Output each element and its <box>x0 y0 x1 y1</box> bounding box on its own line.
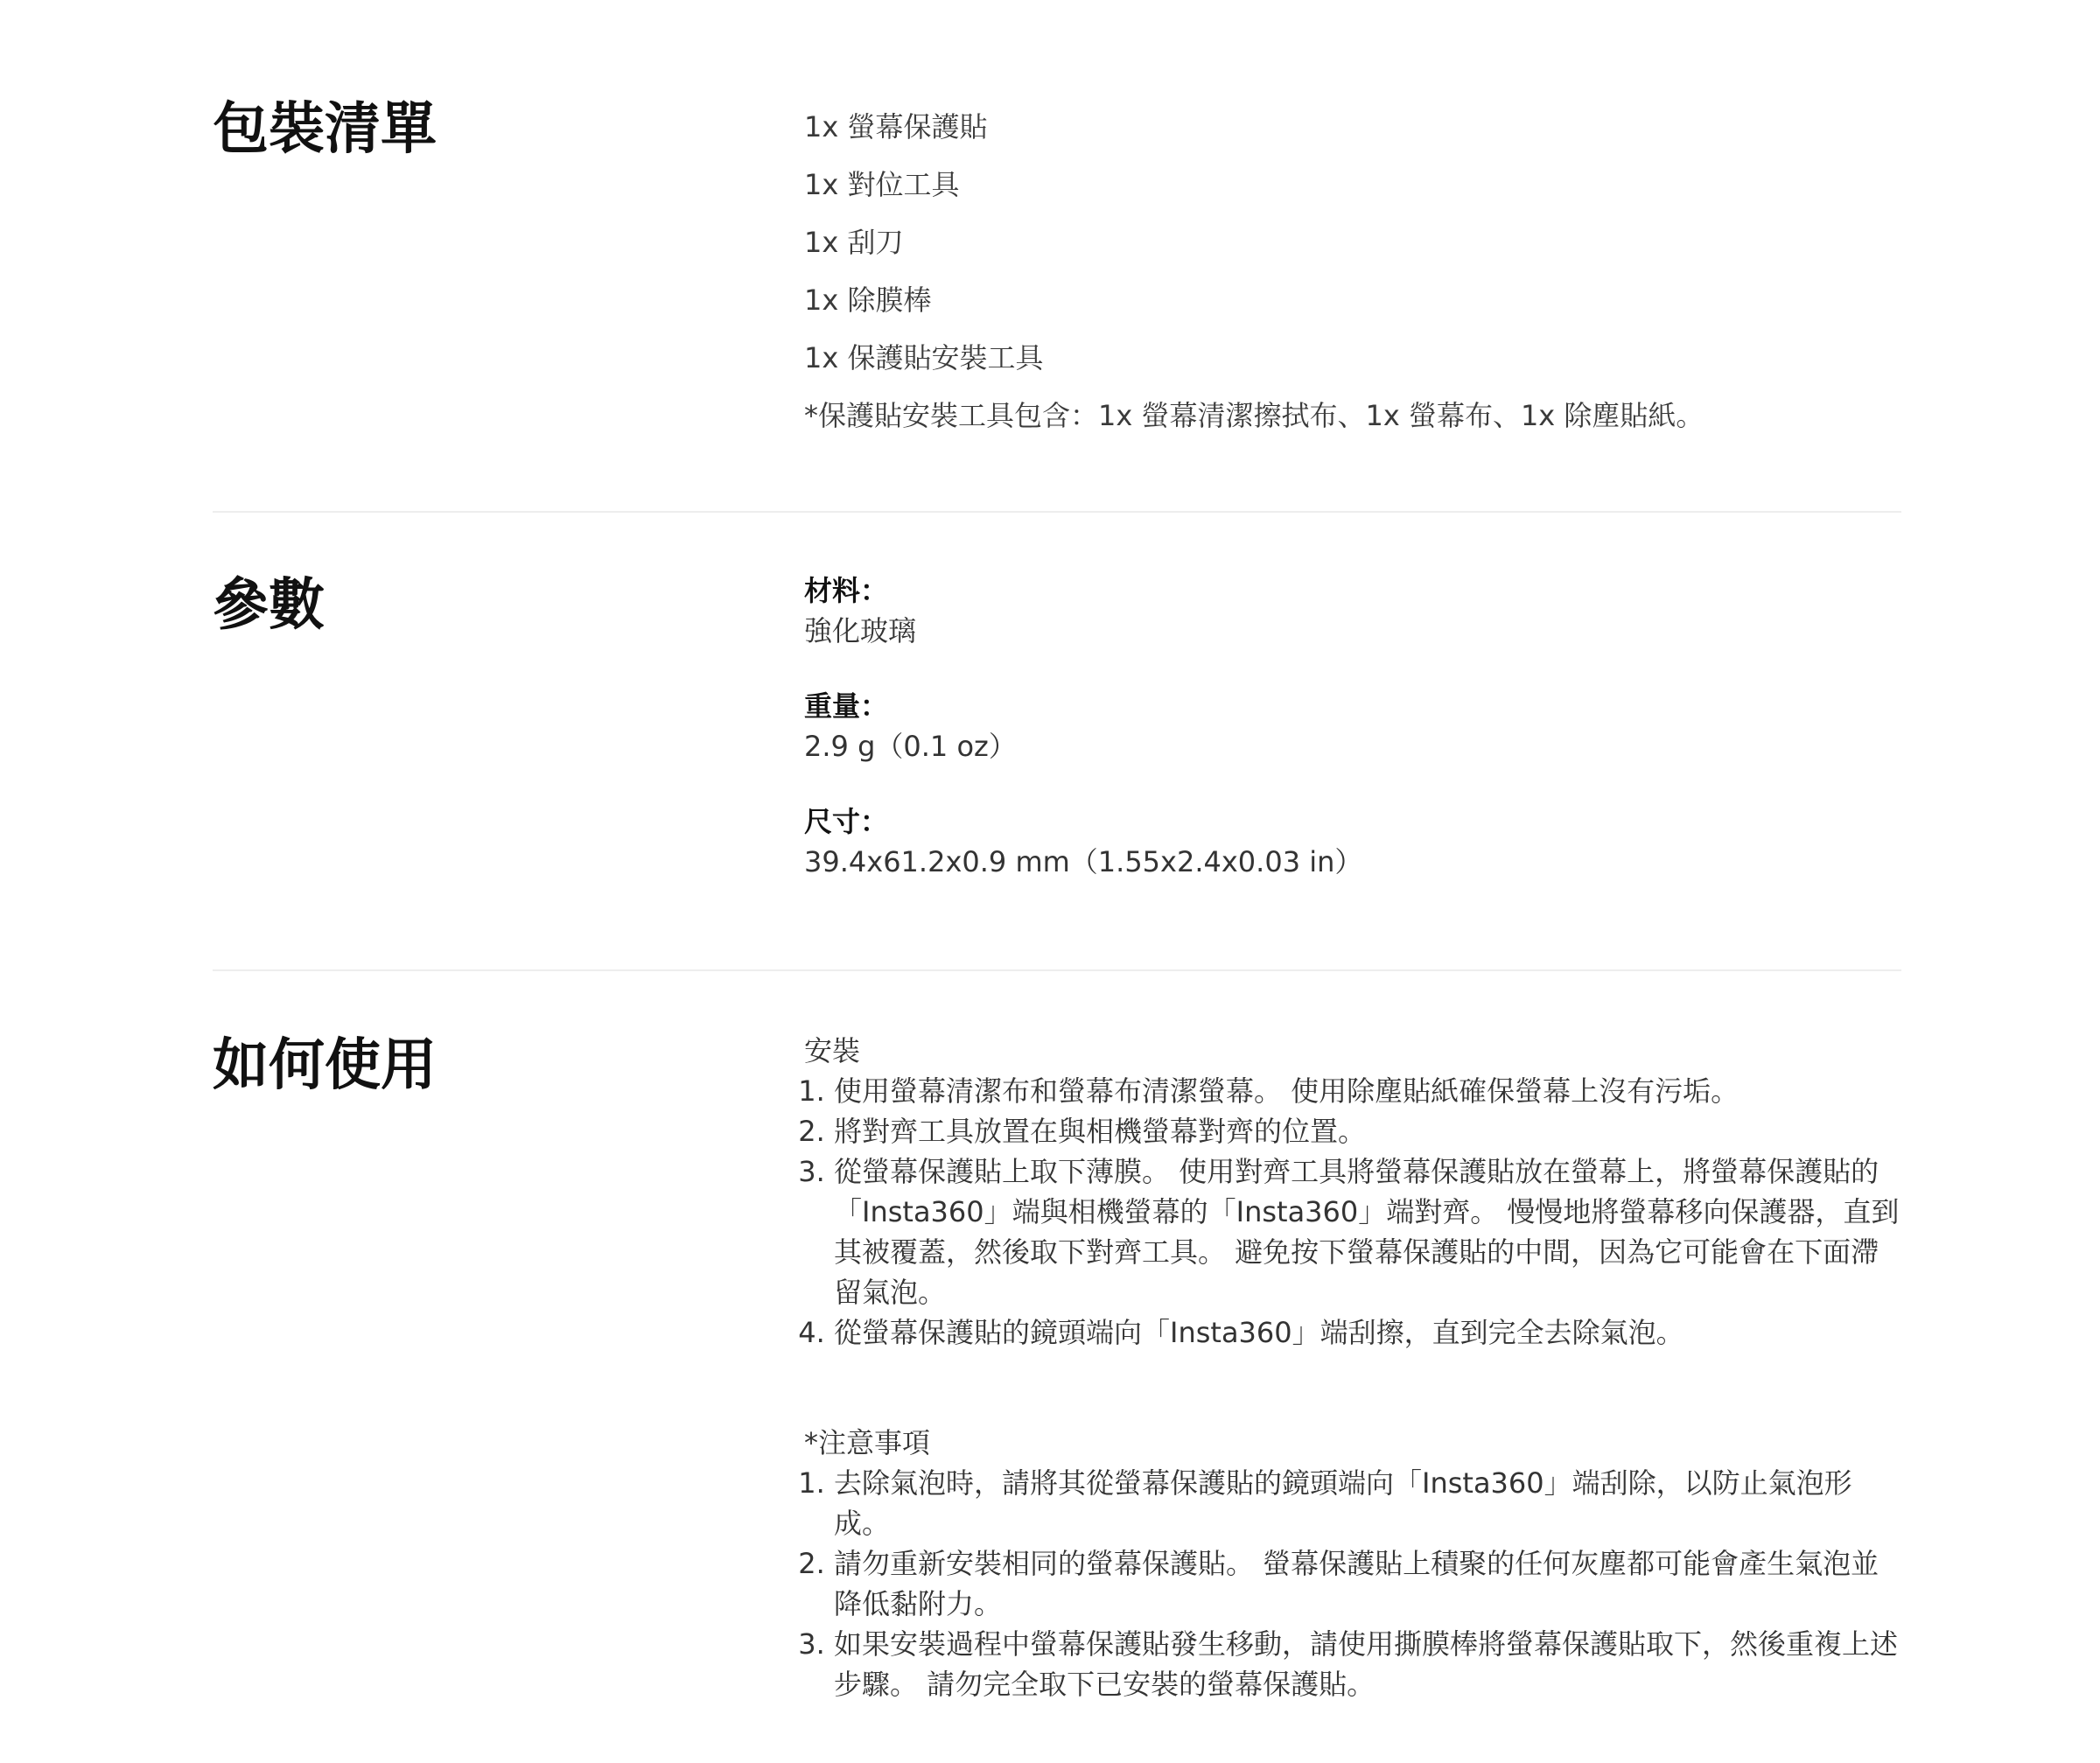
package-item: 1x 除膜棒 <box>804 283 932 317</box>
spec-value: 39.4x61.2x0.9 mm（1.55x2.4x0.03 in） <box>804 845 1363 878</box>
specs-title: 參數 <box>213 573 325 638</box>
package-item: 1x 保護貼安裝工具 <box>804 341 1044 374</box>
spec-label: 材料： <box>804 574 889 607</box>
package-list <box>804 98 1901 387</box>
specs-body <box>804 570 1901 917</box>
howto-body <box>804 1031 1901 1704</box>
spec-dimensions <box>804 801 1901 882</box>
install-step: 3. 從螢幕保護貼上取下薄膜。 使用對齊工具將螢幕保護貼放在螢幕上，將螢幕保護貼的「Insta360」端與相機螢幕的「Insta360」端對齊。 慢慢地將螢幕移向保護器，直到其被覆蓋，然後取下對齊工具。 避免按下螢幕保護貼的中間，因為它可能會在下面滯留氣泡。 <box>834 1151 1901 1312</box>
install-heading: 安裝 <box>804 1034 861 1067</box>
package-note: *保護貼安裝工具包含：1x 螢幕清潔擦拭布、1x 螢幕布、1x 除塵貼紙。 <box>804 399 1704 432</box>
install-step: 1. 使用螢幕清潔布和螢幕布清潔螢幕。 使用除塵貼紙確保螢幕上沒有污垢。 <box>834 1071 1901 1111</box>
howto-title: 如何使用 <box>213 1033 437 1098</box>
spec-label: 重量： <box>804 689 889 723</box>
notes-steps <box>804 1463 1901 1704</box>
notes-heading: *注意事項 <box>804 1426 931 1459</box>
install-step: 4. 從螢幕保護貼的鏡頭端向「Insta360」端刮擦，直到完全去除氣泡。 <box>834 1312 1901 1353</box>
product-details-page <box>213 0 1901 1704</box>
notes-block <box>804 1423 1901 1704</box>
package-item: 1x 刮刀 <box>804 226 904 259</box>
install-steps <box>804 1071 1901 1353</box>
package-item: 1x 螢幕保護貼 <box>804 110 988 143</box>
package-body <box>804 98 1901 444</box>
spec-value: 強化玻璃 <box>804 614 917 647</box>
package-item: 1x 對位工具 <box>804 168 960 201</box>
note-step: 1. 去除氣泡時，請將其從螢幕保護貼的鏡頭端向「Insta360」端刮除，以防止氣泡形成。 <box>834 1463 1901 1543</box>
spec-label: 尺寸： <box>804 805 889 838</box>
install-step: 2. 將對齊工具放置在與相機螢幕對齊的位置。 <box>834 1111 1901 1151</box>
spec-material <box>804 570 1901 651</box>
howto-section <box>213 971 1901 1704</box>
note-step: 2. 請勿重新安裝相同的螢幕保護貼。 螢幕保護貼上積聚的任何灰塵都可能會產生氣泡並降低黏附力。 <box>834 1543 1901 1624</box>
spec-weight <box>804 686 1901 766</box>
note-step: 3. 如果安裝過程中螢幕保護貼發生移動，請使用撕膜棒將螢幕保護貼取下，然後重複上述步驟。 請勿完全取下已安裝的螢幕保護貼。 <box>834 1624 1901 1704</box>
package-title: 包裝清單 <box>213 97 437 162</box>
package-section <box>213 0 1901 511</box>
spec-value: 2.9 g（0.1 oz） <box>804 730 1017 763</box>
specs-section <box>213 513 1901 969</box>
